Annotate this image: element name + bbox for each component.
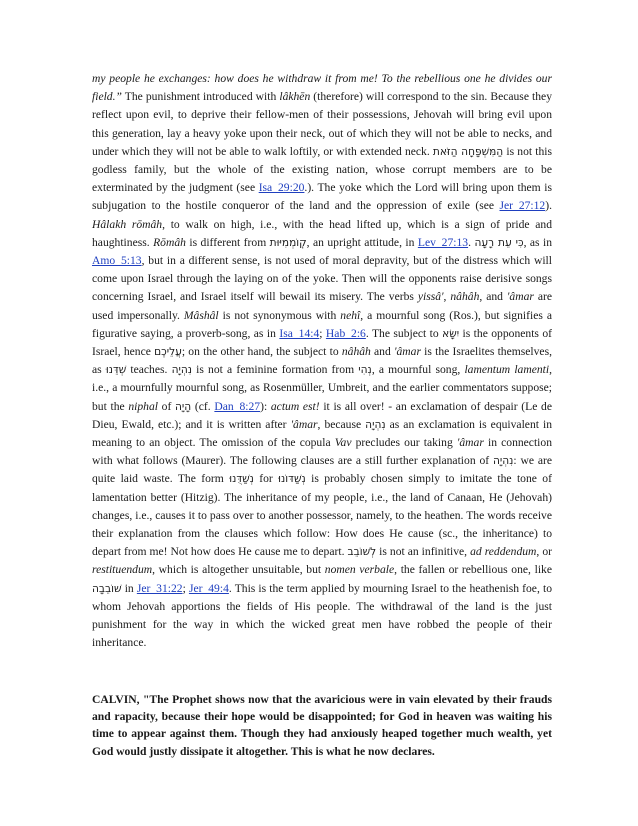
translit-term: 'âmar bbox=[394, 345, 421, 359]
latin-term: restituendum bbox=[92, 563, 153, 577]
latin-term: actum est! bbox=[270, 399, 320, 413]
text-run: , because bbox=[317, 417, 366, 431]
translit-term: nâhâh bbox=[341, 345, 371, 359]
document-page bbox=[92, 70, 552, 760]
text-run: (cf. bbox=[191, 399, 215, 413]
text-run: , as in bbox=[523, 235, 553, 249]
text-run: of bbox=[157, 399, 176, 413]
hebrew-term: שְׁדֵּנוּ bbox=[105, 364, 127, 377]
scripture-link[interactable]: Jer_49:4 bbox=[188, 581, 229, 595]
text-run: is not an infinitive, bbox=[376, 545, 471, 559]
text-run: is not a feminine formation from bbox=[192, 363, 359, 377]
text-run: : we are quite laid waste. The form bbox=[92, 454, 552, 486]
text-run: precludes our taking bbox=[351, 436, 457, 450]
text-run: is the Israelites themselves, as bbox=[92, 345, 552, 377]
text-run: is not synonymous with bbox=[218, 308, 341, 322]
translit-term: 'âmar bbox=[456, 436, 484, 450]
translit-term: Mâshâl bbox=[183, 308, 219, 322]
text-run: ). bbox=[545, 199, 552, 213]
translit-term: 'âmar bbox=[506, 290, 534, 304]
translit-term: nehî bbox=[340, 308, 361, 322]
latin-term: nomen verbale bbox=[324, 563, 395, 577]
translit-term: niphal bbox=[128, 399, 158, 413]
text-run: . This is the term applied by mourning Israel to the heathenish foe, to whom Jehovah apportions the fields of His people. The withdrawal of the land is the just punishment for the way in which the wicked great men have robbed the people of their inheritance. bbox=[92, 581, 552, 650]
latin-term: lamentum lamenti bbox=[464, 363, 550, 377]
hebrew-term: נְשַׁדֻּנוּ bbox=[229, 473, 254, 486]
scripture-link[interactable]: Isa_29:20 bbox=[258, 181, 305, 195]
hebrew-term: נִהְיָה bbox=[171, 364, 193, 377]
scripture-link[interactable]: Jer_27:12 bbox=[499, 199, 546, 213]
text-run: as an exclamation is equivalent in meaning to an object. The omission of the copula bbox=[92, 417, 552, 450]
hebrew-term: הָיָה bbox=[175, 400, 192, 413]
text-run: ): bbox=[260, 399, 271, 413]
translit-term: nâhâh bbox=[450, 290, 480, 304]
text-run: . The subject to bbox=[365, 326, 443, 340]
commentary-paragraph bbox=[92, 70, 552, 653]
text-run: , i.e., a mournfully mournful song, as Rosenmüller, Umbreit, and the earlier commentators suppose; but the bbox=[92, 363, 552, 413]
scripture-link[interactable]: Lev_27:13 bbox=[417, 235, 469, 249]
text-run: in connection with what follows (Maurer). The following clauses are a still further explanation of bbox=[92, 436, 552, 468]
hebrew-term: קֽוֹמְמִיּוּת bbox=[269, 236, 307, 249]
text-run: teaches. bbox=[126, 363, 172, 377]
translit-term: 'âmar bbox=[290, 417, 318, 431]
translit-term: Hâlakh rōmâh bbox=[92, 217, 163, 231]
text-run: are used impersonally. bbox=[92, 290, 552, 322]
text-run: is not this godless family, but the whole of the existing nation, whose corrupt members are to be exterminated by the judgment (see bbox=[92, 144, 552, 195]
hebrew-term: נִהְיָה bbox=[365, 418, 386, 431]
hebrew-term: הַמִּשְׁפָּחָה הַזֹּאת bbox=[432, 145, 504, 158]
text-run: (therefore) will correspond to the sin. Because they reflect upon evil, to deprive their fellow-men of their possessions, Jehovah will bring evil upon this generation, lay a heavy yoke upon their neck, out of which they will not be able to necks, and under which they will not be able to walk loftily, or with extended neck. bbox=[92, 90, 552, 158]
text-run: ; on the other hand, the subject to bbox=[181, 345, 342, 359]
scripture-link[interactable]: Amo_5:13 bbox=[92, 254, 142, 268]
text-run: ; bbox=[319, 326, 326, 340]
text-run: , but in a different sense, is not used of moral depravity, but of the distress which will come upon Israel through the laying on of the yoke. Then will the opponents raise derisive songs concerning Israel, and Israel itself will bewail its misery. The verbs bbox=[92, 254, 552, 304]
hebrew-term: יִשָּׂא bbox=[442, 327, 460, 340]
scripture-link[interactable]: Isa_14:4 bbox=[279, 326, 320, 340]
translit-term: yissâ' bbox=[417, 290, 444, 304]
text-run: , to walk on high, i.e., with the head lifted up, which is a sign of pride and haughtiness. bbox=[92, 217, 552, 249]
text-run: , the fallen or rebellious one, like bbox=[394, 563, 552, 577]
hebrew-term: נְשַׁדּוֹנוּ bbox=[278, 473, 306, 486]
text-run: it is all over! - an exclamation of despair (Le de Dieu, Ewald, etc.); and it is written after bbox=[92, 399, 552, 431]
text-run: . bbox=[468, 235, 475, 249]
scripture-link[interactable]: Jer_31:22 bbox=[136, 581, 183, 595]
hebrew-term: עֲלֵיכֶם bbox=[154, 346, 182, 359]
quote-text: my people he exchanges: how does he withdraw it from me! To the rebellious one he divides our field.” bbox=[92, 72, 552, 104]
text-run: in bbox=[121, 581, 137, 595]
hebrew-term: נְהִי bbox=[358, 364, 372, 377]
translit-term: Vav bbox=[334, 436, 352, 450]
hebrew-term: כִּי עֵת רָעָה bbox=[474, 236, 524, 249]
text-run: is the opponents of Israel, hence bbox=[92, 326, 553, 359]
hebrew-term: נִהְיָה bbox=[492, 455, 514, 468]
translit-term: lâkhēn bbox=[279, 90, 311, 104]
scripture-link[interactable]: Dan_8:27 bbox=[214, 399, 261, 413]
text-run: ; bbox=[182, 581, 189, 595]
text-run: , an upright attitude, in bbox=[306, 235, 418, 249]
latin-term: ad reddendum bbox=[470, 545, 537, 559]
calvin-paragraph: CALVIN, "The Prophet shows now that the avaricious were in vain elevated by their frauds and rapacity, because their hope would be disappointed; for God in heaven was waiting his time to appear against them. Though they had anxiously heaped together much wealth, yet God would justly dissipate it altogether. This is what he now declares. bbox=[92, 692, 552, 758]
hebrew-term: שׁוֹבֵבָה bbox=[92, 582, 122, 595]
text-run: and bbox=[370, 345, 394, 359]
translit-term: Rōmâh bbox=[153, 235, 186, 249]
text-run: , a mournful song, bbox=[371, 363, 465, 377]
scripture-link[interactable]: Hab_2:6 bbox=[325, 326, 366, 340]
text-run: , which is altogether unsuitable, but bbox=[152, 563, 325, 577]
hebrew-term: לְשׁוֹבֵב bbox=[347, 546, 377, 559]
text-run: for bbox=[253, 472, 279, 486]
text-run: is different from bbox=[185, 235, 270, 249]
text-run: , and bbox=[479, 290, 507, 304]
text-run: , a mournful song (Ros.), but signifies a figurative saying, a proverb-song, as in bbox=[92, 308, 552, 340]
text-run: .). The yoke which the Lord will bring upon them is subjugation to the hostile conqueror of the land and the oppression of exile (see bbox=[92, 181, 552, 213]
text-run: , bbox=[443, 290, 451, 304]
text-run: is probably chosen simply to imitate the tone of lamentation better (Hitzig). The inheritance of my people, i.e., the land of Canaan, He (Jehovah) changes, i.e., causes it to pass over to another possessor, namely, to the heathen. The words receive their explanation from the clauses which follow: How does He cause (sc., the inheritance) to depart from me! Not how does He cause me to depart. bbox=[92, 472, 552, 559]
text-run: The punishment introduced with bbox=[121, 90, 280, 104]
text-run: , or bbox=[536, 545, 552, 559]
